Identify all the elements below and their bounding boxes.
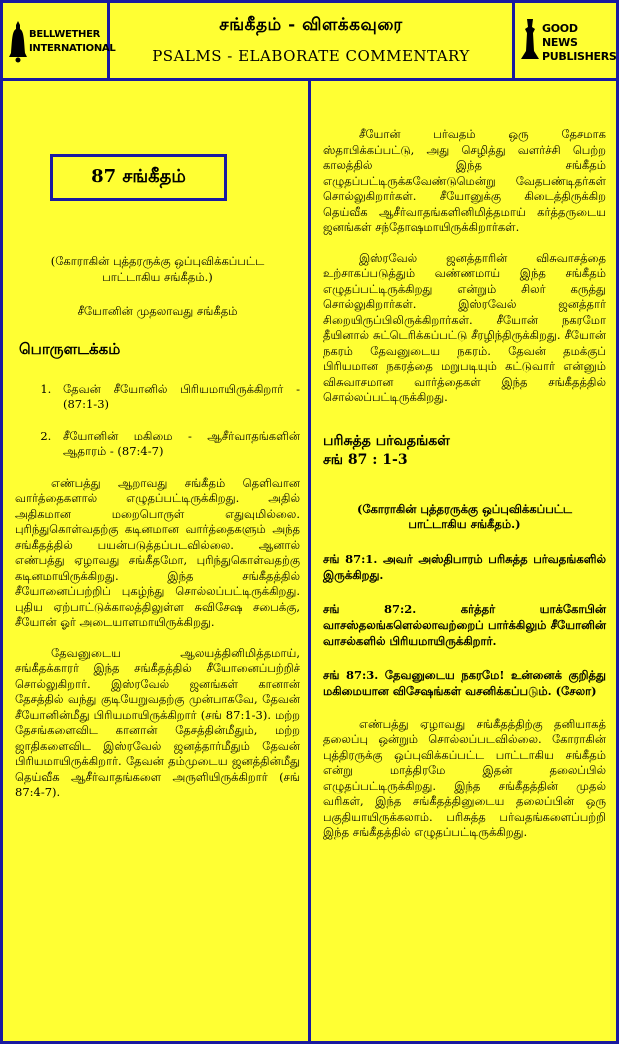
logo-left-line1: BELLWETHER: [29, 29, 101, 40]
right-paragraph-3: எண்பத்து ஏழாவது சங்கீதத்திற்கு தனியாகத் தலைப்பு ஒன்றும் சொல்லப்படவில்லை. கோராகின் புத்திரருக்கு ஒப்புவிக்கப்பட்ட பாட்டாகிய சங்கீதம் என்று மாத்திரமே இதன் தலைப்பில் எழுதப்பட்டிருக்கிறது. இந்த சங்கீதத்தின் முதல் வரிகள், இந்த சங்கீதத்தினுடைய தலைப்பின் ஒரு பகுதியாயிருக்கலாம். பரிசுத்த பர்வதங்களைப்பற்றி இந்த சங்கீதத்தில் எழுதப்பட்டிருக்கிறது.: [323, 716, 606, 839]
verse-3: சங் 87:3. தேவனுடைய நகரமே! உன்னைக் குறித்து மகிமையான விசேஷங்கள் வசனிக்கப்படும். (சேலா): [323, 667, 606, 698]
contents-heading: பொருளடக்கம்: [19, 339, 121, 358]
title-box: [110, 3, 512, 78]
psalm-number: 87 சங்கீதம்: [91, 166, 186, 187]
section-title-line2: சங் 87 : 1-3: [323, 451, 408, 468]
section-title-line1: பரிசுத்த பர்வதங்கள்: [323, 432, 450, 449]
right-paragraph-2: இஸ்ரவேல் ஜனத்தாரின் விசுவாசத்தை உற்சாகப்படுத்தும் வண்ணமாய் இந்த சங்கீதம் எழுதப்பட்டிருக்கிறது என்றும் சிலர் கருத்து சொல்லுகிறார்கள். இஸ்ரவேல் ஜனத்தார் சிறையிருப்பிலிருக்கிறார்கள். சீயோன் நகரமோ தீயினால் சுட்டெரிக்கப்பட்டு சீரழிந்திருக்கிறது. சீயோன் நகரம் தேவனுடைய நகரம். தேவன் தமக்குப் பிரியமான நகரத்தை மறுபடியும் கட்டுவார் என்னும் விசுவாசமான வார்த்தைகள் இந்த சங்கீதத்தில் சொல்லப்பட்டிருக்கிறது.: [323, 250, 606, 404]
contents-item: 2. சீயோனின் மகிமை - ஆசீர்வாதங்களின் ஆதாரம் - (87:4-7): [55, 429, 300, 460]
title-tamil: சங்கீதம் - விளக்கவுரை: [219, 15, 403, 35]
logo-right-line2: PUBLISHERS: [542, 50, 617, 63]
bellwether-logo-text: [29, 28, 115, 56]
good-news-logo: [512, 3, 616, 78]
right-paragraph-1: சீயோன் பர்வதம் ஒரு தேசமாக ஸ்தாபிக்கப்பட்டு, அது செழித்து வளர்ச்சி பெற்ற காலத்தில் இந்த சங்கீதம் எழுதப்பட்டிருக்கவேண்டுமென்று வேதபண்டிதர்கள் சொல்லுகிறார்கள். சீயோனுக்கு கிடைத்திருக்கிற தெய்வீக ஆசீர்வாதங்களினிமித்தமாய் கர்த்தருடைய ஜனங்கள் சந்தோஷமாயிருக்கிறார்கள்.: [323, 127, 606, 234]
title-english: PSALMS - ELABORATE COMMENTARY: [152, 47, 470, 65]
section-subtitle: (கோராகின் புத்தரருக்கு ஒப்புவிக்கப்பட்ட பாட்டாகிய சங்கீதம்.): [356, 501, 573, 531]
bell-icon: [8, 19, 28, 63]
logo-left-line2: INTERNATIONAL: [29, 43, 116, 54]
psalm-subtitle-2: சீயோனின் முதலாவது சங்கீதம்: [77, 304, 238, 318]
verse-1: சங் 87:1. அவர் அஸ்திபாரம் பரிசுத்த பர்வதங்களில் இருக்கிறது.: [323, 551, 606, 582]
contents-list: [15, 382, 300, 460]
left-paragraph-2: தேவனுடைய ஆலயத்தினிமித்தமாய், சங்கீதக்காரர் இந்த சங்கீதத்தில் சீயோனைப்பற்றிச் சொல்லுகிறார். இஸ்ரவேல் ஜனங்கள் கானான் தேசத்தில் வந்து குடியேறுவதற்கு முன்பாகவே, தேவன் சீயோனின்மீது பிரியமாயிருக்கிறார் (சங் 87:1-3). மற்ற தேசங்களைவிட கானான் தேசத்தின்மீதும், மற்ற ஜாதிகளைவிட இஸ்ரவேல் ஜனத்தார்மீதும் தேவன் பிரியமாயிருக்கிறார். தேவன் தம்முடைய ஜனத்தின்மீது தெய்வீக ஆசீர்வாதங்களை அருளியிருக்கிறார் (சங் 87:4-7).: [15, 645, 300, 799]
right-column: [311, 81, 616, 1041]
contents-item: 1. தேவன் சீயோனில் பிரியமாயிருக்கிறார் - (87:1-3): [55, 382, 300, 413]
section-title: [323, 432, 606, 470]
logo-right-line1: GOOD NEWS: [542, 22, 578, 49]
psalm-subtitle: (கோராகின் புத்தரருக்கு ஒப்புவிக்கப்பட்ட பாட்டாகிய சங்கீதம்.): [50, 254, 265, 284]
header: [3, 3, 616, 81]
trumpet-icon: [519, 17, 541, 63]
left-paragraph-1: எண்பத்து ஆறாவது சங்கீதம் தெளிவான வார்த்தைகளால் எழுதப்பட்டிருக்கிறது. அதில் அதிகமான மறைபொருள் எதுவுமில்லை. புரிந்துகொள்வதற்கு கடினமான வார்த்தைகளும் அந்த சங்கீதத்தில் பயன்படுத்தப்படவில்லை. ஆனால் எண்பத்து ஏழாவது சங்கீதமோ, புரிந்துகொள்வதற்கு கடினமாயிருக்கிறது. இந்த சங்கீதத்தில் சீயோனைப்பற்றிப் புகழ்ந்து சொல்லப்பட்டிருக்கிறது. புதிய ஏற்பாட்டுக்காலத்திலுள்ள சுவிசேஷ சபைக்கு, சீயோன் ஓர் அடையாளமாயிருக்கிறது.: [15, 475, 300, 629]
left-column: [3, 81, 311, 1041]
bellwether-logo: [3, 3, 116, 78]
psalm-number-box: [50, 154, 227, 201]
verse-2: சங் 87:2. கர்த்தர் யாக்கோபின் வாசஸ்தலங்களெல்லாவற்றைப் பார்க்கிலும் சீயோனின் வாசல்களில் பிரியமாயிருக்கிறார்.: [323, 601, 606, 648]
good-news-logo-text: [542, 22, 617, 64]
